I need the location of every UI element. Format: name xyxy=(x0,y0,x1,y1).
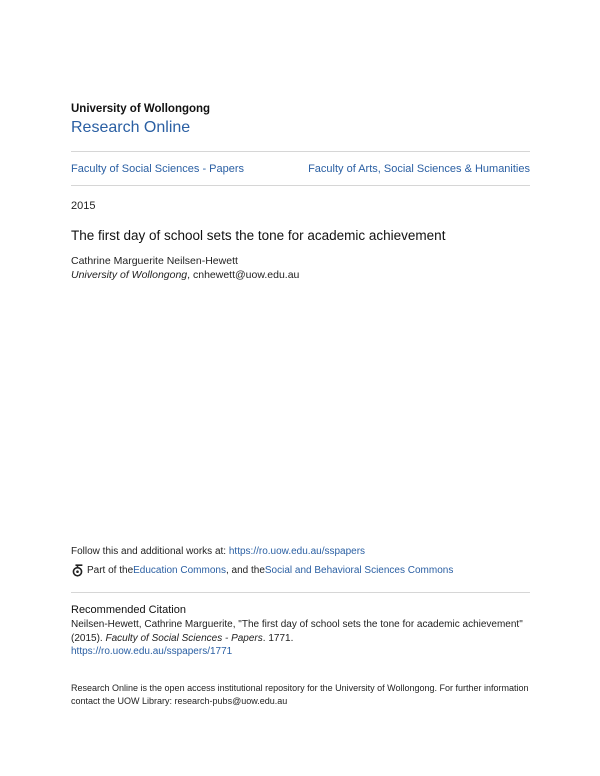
part-of-middle: , and the xyxy=(225,565,265,576)
collection-link-social-sciences[interactable]: Faculty of Social Sciences - Papers xyxy=(71,163,245,175)
paper-title: The first day of school sets the tone for academic achievement xyxy=(71,228,446,243)
follow-label: Follow this and additional works at: xyxy=(71,546,229,557)
footer-note: Research Online is the open access institutional repository for the University of Wollongong. For further information contact the UOW Library: research-pubs@uow.edu.au xyxy=(71,683,529,706)
citation-text: Neilsen-Hewett, Cathrine Marguerite, "The first day of school sets the tone for academic achievement" (2015). xyxy=(71,619,523,644)
part-of-line xyxy=(71,564,453,577)
citation-series: Faculty of Social Sciences - Papers xyxy=(105,632,263,644)
follow-link[interactable]: https://ro.uow.edu.au/sspapers xyxy=(228,546,366,557)
publication-year: 2015 xyxy=(71,200,96,212)
education-commons-link[interactable]: Education Commons xyxy=(133,565,226,576)
citation-link[interactable]: https://ro.uow.edu.au/sspapers/1771 xyxy=(71,646,233,657)
affiliation-name: University of Wollongong xyxy=(71,269,188,281)
divider-collections xyxy=(71,185,530,186)
collection-link-arts[interactable]: Faculty of Arts, Social Sciences & Humanities xyxy=(308,163,530,175)
repository-name[interactable]: Research Online xyxy=(71,119,191,136)
divider-top xyxy=(71,151,530,152)
author-affiliation: University of Wollongong, cnhewett@uow.edu.au xyxy=(71,269,300,281)
part-of-prefix: Part of the xyxy=(87,565,134,576)
social-behavioral-commons-link[interactable]: Social and Behavioral Sciences Commons xyxy=(264,565,454,576)
author-name: Cathrine Marguerite Neilsen-Hewett xyxy=(71,255,238,267)
author-email: cnhewett@uow.edu.au xyxy=(192,269,300,281)
citation-heading: Recommended Citation xyxy=(71,604,186,616)
institution-name: University of Wollongong xyxy=(71,103,211,115)
open-access-icon xyxy=(71,564,84,577)
follow-line xyxy=(71,546,365,557)
divider-citation xyxy=(71,592,530,593)
citation-number: . 1771. xyxy=(262,632,294,644)
citation-block xyxy=(71,618,531,659)
